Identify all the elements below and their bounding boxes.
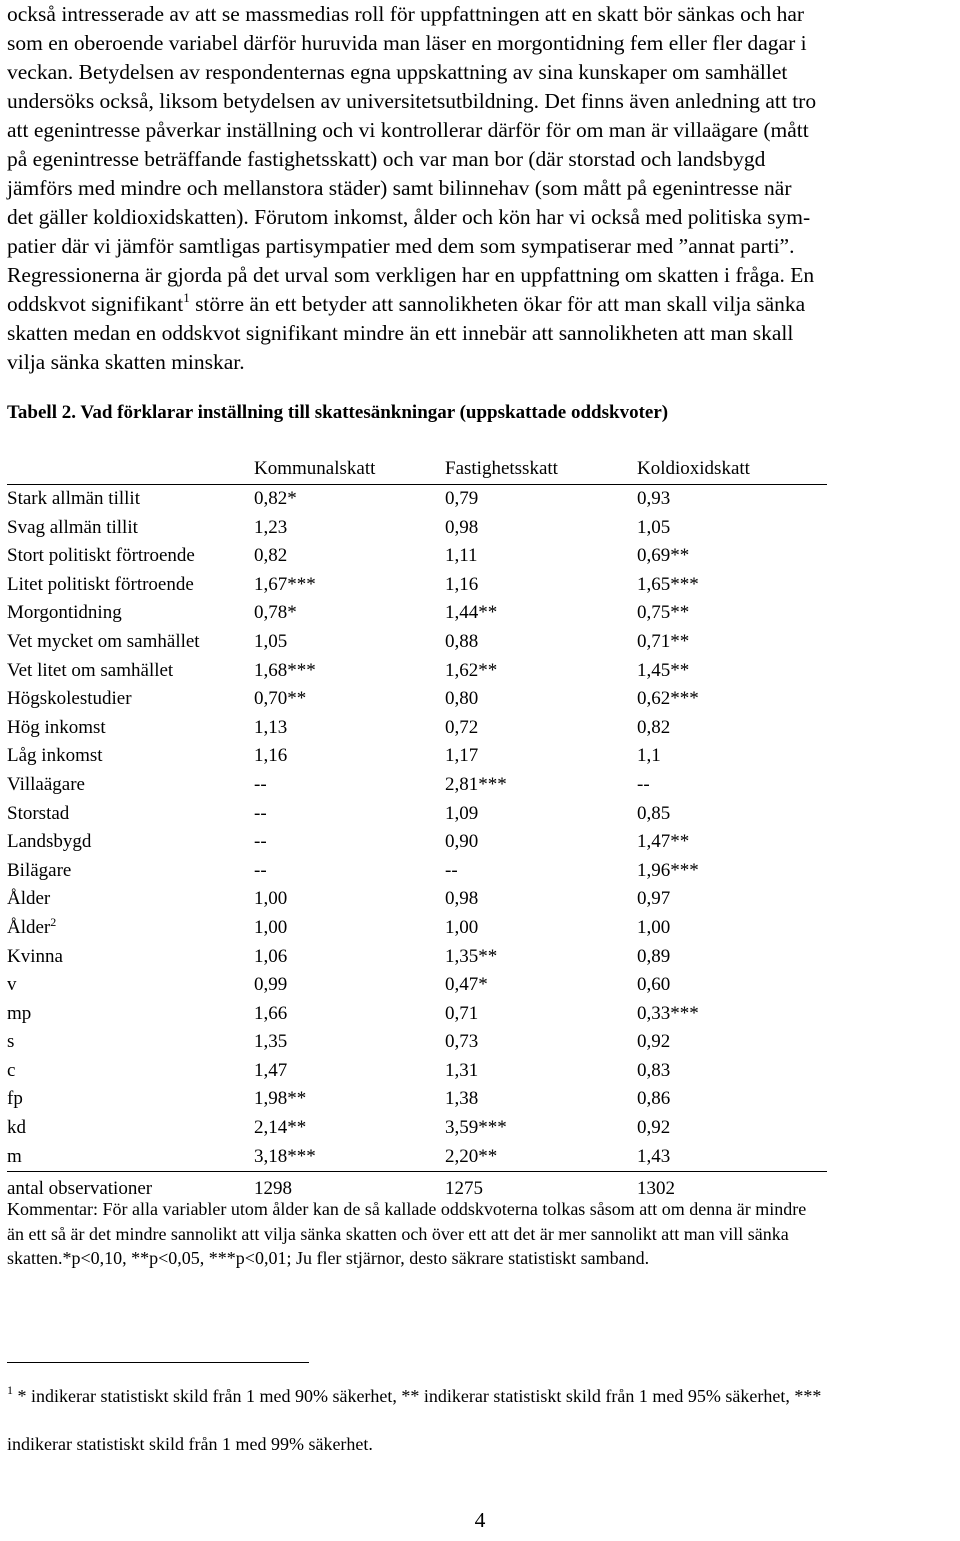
- table-row: [7, 943, 827, 972]
- table-cell: 0,73: [445, 1031, 479, 1053]
- table-cell: 1,62**: [445, 659, 498, 681]
- table-cell: 1,05: [637, 516, 671, 538]
- table-caption: Tabell 2. Vad förklarar inställning till skattesänkningar (uppskattade oddskvoter): [7, 402, 669, 423]
- table-cell: 0,60: [637, 974, 671, 996]
- table-cell: 1,68***: [254, 659, 316, 681]
- table-cell: 1,00: [445, 916, 479, 938]
- table-cell: 1,16: [254, 745, 288, 767]
- row-label-text: s: [7, 1031, 15, 1053]
- row-label-text: mp: [7, 1002, 32, 1024]
- body-line: jämförs med mindre och mellanstora städer) samt bilinnehav (som mått på egenintresse när: [7, 176, 792, 200]
- row-label-text: Kvinna: [7, 945, 63, 967]
- row-label-text: Vet litet om samhället: [7, 659, 174, 681]
- odds-text-after: större än ett betyder att sannolikheten ökar för att man skall vilja sänka: [189, 292, 806, 316]
- table-cell: 1,1: [637, 745, 661, 767]
- table-row: [7, 1143, 827, 1172]
- table-cell: 1275: [445, 1178, 483, 1200]
- header-cell: Kommunalskatt: [254, 458, 376, 479]
- table-cell: 1,47: [254, 1059, 288, 1081]
- row-label: [7, 888, 50, 910]
- row-label-text: fp: [7, 1088, 23, 1110]
- comment-line: Kommentar: För alla variabler utom ålder kan de så kallade oddskvoterna tolkas såsom att om denna är mindre: [7, 1199, 807, 1219]
- footnote-line: [7, 1372, 957, 1420]
- row-label-text: Ålder: [7, 916, 51, 938]
- table-cell: 2,20**: [445, 1145, 498, 1167]
- table-cell: --: [254, 773, 267, 795]
- table-cell: 1298: [254, 1178, 292, 1200]
- row-label-text: Vet mycket om samhället: [7, 630, 200, 652]
- table-cell: 0,82: [637, 716, 671, 738]
- row-label: [7, 831, 91, 853]
- comment-line: än ett så är det mindre sannolikt att vilja sänka skatten och över ett att det är mer sannolikt att man vill sänka: [7, 1223, 789, 1244]
- table-cell: 1,06: [254, 945, 288, 967]
- row-label: [7, 774, 85, 796]
- table-row: [7, 571, 827, 600]
- table-cell: 0,75**: [637, 602, 690, 624]
- body-line: undersöks också, liksom betydelsen av universitetsutbildning. Det finns även anledning att tro: [7, 89, 817, 113]
- table-row: [7, 742, 827, 771]
- table-cell: 3,18***: [254, 1145, 316, 1167]
- table-cell: 0,69**: [637, 545, 690, 567]
- row-label-text: Bilägare: [7, 859, 72, 881]
- body-line: på egenintresse beträffande fastighetsskatt) och var man bor (där storstad och landsbygd: [7, 147, 766, 171]
- odds-ratio-table: [7, 456, 827, 1201]
- footnote-reference: 1: [183, 290, 190, 305]
- table-cell: 1,13: [254, 716, 288, 738]
- table-cell: 1,23: [254, 516, 288, 538]
- table-row: [7, 914, 827, 943]
- body-line: skatten medan en oddskvot signifikant mindre än ett innebär att sannolikheten att man skall: [7, 321, 794, 345]
- table-cell: 0,93: [637, 488, 671, 509]
- footnote-text: * indikerar statistiskt skild från 1 med 90% säkerhet, ** indikerar statistiskt skild från 1 med 95% säkerhet, ***: [13, 1386, 822, 1406]
- table-cell: 0,79: [445, 488, 479, 509]
- table-cell: 1,05: [254, 630, 288, 652]
- table-cell: 1,47**: [637, 831, 690, 853]
- table-cell: --: [637, 773, 650, 795]
- table-row: [7, 514, 827, 543]
- row-label: [7, 974, 17, 996]
- row-label: [7, 517, 138, 539]
- table-cell: 0,80: [445, 688, 479, 710]
- table-cell: 1,00: [254, 888, 288, 910]
- body-line: också intresserade av att se massmedias roll för uppfattningen att en skatt bör sänkas och har: [7, 2, 805, 26]
- table-cell: 0,92: [637, 1117, 671, 1139]
- row-label-text: Låg inkomst: [7, 745, 103, 767]
- table-cell: 0,71: [445, 1002, 479, 1024]
- table-row: [7, 1057, 827, 1086]
- row-label-text: Villaägare: [7, 773, 85, 795]
- table-cell: 1,44**: [445, 602, 498, 624]
- table-cell: 0,97: [637, 888, 671, 910]
- page-number: 4: [474, 1508, 486, 1532]
- table-cell: 0,83: [637, 1059, 671, 1081]
- table-cell: 1,00: [254, 916, 288, 938]
- table-cell: 1,96***: [637, 859, 699, 881]
- table-cell: 1,98**: [254, 1088, 307, 1110]
- body-line: som en oberoende variabel därför huruvida man läser en morgontidning fem eller fler dagar i: [7, 31, 807, 55]
- row-label: [7, 1003, 31, 1025]
- table-cell: 1,11: [445, 545, 478, 567]
- table-cell: 1,38: [445, 1088, 479, 1110]
- row-label: [7, 1060, 15, 1082]
- table-cell: 0,71**: [637, 630, 690, 652]
- table-row: [7, 657, 827, 686]
- table-cell: 1,43: [637, 1145, 671, 1167]
- body-line: veckan. Betydelsen av respondenternas egna uppskattning av sina kunskaper om samhället: [7, 60, 788, 84]
- row-label-text: Hög inkomst: [7, 716, 106, 738]
- table-cell: 0,99: [254, 974, 288, 996]
- table-cell: 0,86: [637, 1088, 671, 1110]
- table-cell: 1,31: [445, 1059, 479, 1081]
- row-label-text: Landsbygd: [7, 831, 92, 853]
- row-label: [7, 1117, 26, 1139]
- row-label: [7, 602, 122, 624]
- table-row: [7, 771, 827, 800]
- table-cell: 0,98: [445, 516, 479, 538]
- table-cell: 2,81***: [445, 773, 507, 795]
- table-cell: 1,66: [254, 1002, 288, 1024]
- table-row: [7, 485, 827, 514]
- row-label: [7, 860, 71, 882]
- table-row: [7, 1085, 827, 1114]
- header-cell: Koldioxidskatt: [637, 458, 750, 479]
- table-cell: 1,09: [445, 802, 479, 824]
- table-cell: 1,00: [637, 916, 671, 938]
- table-cell: 0,98: [445, 888, 479, 910]
- footnote-divider: [7, 1362, 309, 1363]
- row-label-text: Storstad: [7, 802, 70, 824]
- table-cell: 1,17: [445, 745, 479, 767]
- table-cell: 2,14**: [254, 1117, 307, 1139]
- row-label-superscript: 2: [50, 914, 57, 929]
- table-row: [7, 1114, 827, 1143]
- table-comment: [7, 1197, 947, 1271]
- table-row: [7, 599, 827, 628]
- body-paragraph: [7, 0, 955, 377]
- row-label-text: Svag allmän tillit: [7, 516, 138, 538]
- row-label: [7, 1088, 23, 1110]
- table-cell: 1,35: [254, 1031, 288, 1053]
- table-row: [7, 542, 827, 571]
- table-row: [7, 714, 827, 743]
- table-body: [7, 485, 827, 1172]
- table-cell: 0,78*: [254, 602, 297, 624]
- table-row: [7, 685, 827, 714]
- body-line-odds: [7, 290, 955, 319]
- table-cell: 0,92: [637, 1031, 671, 1053]
- table-cell: 0,82: [254, 545, 288, 567]
- table-cell: 0,89: [637, 945, 671, 967]
- body-line: Regressionerna är gjorda på det urval som verkligen har en uppfattning om skatten i fråga. En: [7, 263, 815, 287]
- table-cell: --: [254, 831, 267, 853]
- odds-text-before: oddskvot signifikant: [7, 292, 184, 316]
- row-label: [7, 545, 195, 567]
- table-cell: 0,90: [445, 831, 479, 853]
- table-cell: 1302: [637, 1178, 675, 1200]
- table-row: [7, 857, 827, 886]
- footnote: [7, 1372, 957, 1468]
- row-label: [7, 488, 140, 510]
- body-line: att egenintresse påverkar inställning och vi kontrollerar därför för om man är villaägare (mått: [7, 118, 809, 142]
- row-label: [7, 803, 69, 825]
- table-cell: --: [445, 859, 458, 881]
- footnote-marker: 1: [7, 1383, 13, 1397]
- footnote-line: indikerar statistiskt skild från 1 med 99% säkerhet.: [7, 1434, 373, 1454]
- table-cell: 1,35**: [445, 945, 498, 967]
- table-row: [7, 1000, 827, 1029]
- row-label: [7, 717, 106, 739]
- row-label-text: m: [7, 1145, 22, 1167]
- row-label: [7, 688, 132, 710]
- row-label-text: kd: [7, 1117, 26, 1139]
- row-label: [7, 946, 63, 968]
- row-label: [7, 574, 194, 596]
- table-cell: --: [254, 802, 267, 824]
- table-cell: 0,72: [445, 716, 479, 738]
- table-cell: 0,85: [637, 802, 671, 824]
- table-row: [7, 628, 827, 657]
- body-line: vilja sänka skatten minskar.: [7, 350, 245, 374]
- table-cell: 1,45**: [637, 659, 690, 681]
- row-label-text: Litet politiskt förtroende: [7, 573, 194, 595]
- table-cell: 0,47*: [445, 974, 488, 996]
- body-line: patier där vi jämför samtligas partisympatier med dem som sympatiserar med ”annat parti”.: [7, 234, 795, 258]
- row-label: [7, 1031, 14, 1053]
- table-cell: 1,65***: [637, 573, 699, 595]
- row-label: [7, 1146, 22, 1168]
- row-label: [7, 914, 57, 939]
- row-label: [7, 631, 200, 653]
- row-label-text: Stark allmän tillit: [7, 488, 140, 509]
- table-cell: --: [254, 859, 267, 881]
- comment-line: skatten.*p<0,10, **p<0,05, ***p<0,01; Ju fler stjärnor, desto säkrare statistiskt samband.: [7, 1248, 650, 1268]
- row-label: antal observationer: [7, 1178, 153, 1200]
- table-header-row: [7, 456, 827, 485]
- row-label-text: Morgontidning: [7, 602, 122, 624]
- row-label-text: c: [7, 1059, 16, 1081]
- table-cell: 1,67***: [254, 573, 316, 595]
- table-row: [7, 885, 827, 914]
- table-cell: 0,70**: [254, 688, 307, 710]
- row-label: [7, 660, 173, 682]
- row-label-text: Högskolestudier: [7, 688, 132, 710]
- table-cell: 3,59***: [445, 1117, 507, 1139]
- row-label-text: v: [7, 974, 17, 996]
- table-row: [7, 828, 827, 857]
- table-cell: 0,62***: [637, 688, 699, 710]
- table-cell: 0,82*: [254, 488, 297, 509]
- table-cell: 0,88: [445, 630, 479, 652]
- table-row: [7, 800, 827, 829]
- body-line: det gäller koldioxidskatten). Förutom inkomst, ålder och kön har vi också med politiska sym-: [7, 205, 811, 229]
- header-cell: Fastighetsskatt: [445, 458, 558, 479]
- row-label: [7, 745, 103, 767]
- table-cell: 0,33***: [637, 1002, 699, 1024]
- row-label-text: Ålder: [7, 888, 51, 910]
- table-cell: 1,16: [445, 573, 479, 595]
- row-label-text: Stort politiskt förtroende: [7, 545, 195, 567]
- table-row: [7, 971, 827, 1000]
- table-row: [7, 1028, 827, 1057]
